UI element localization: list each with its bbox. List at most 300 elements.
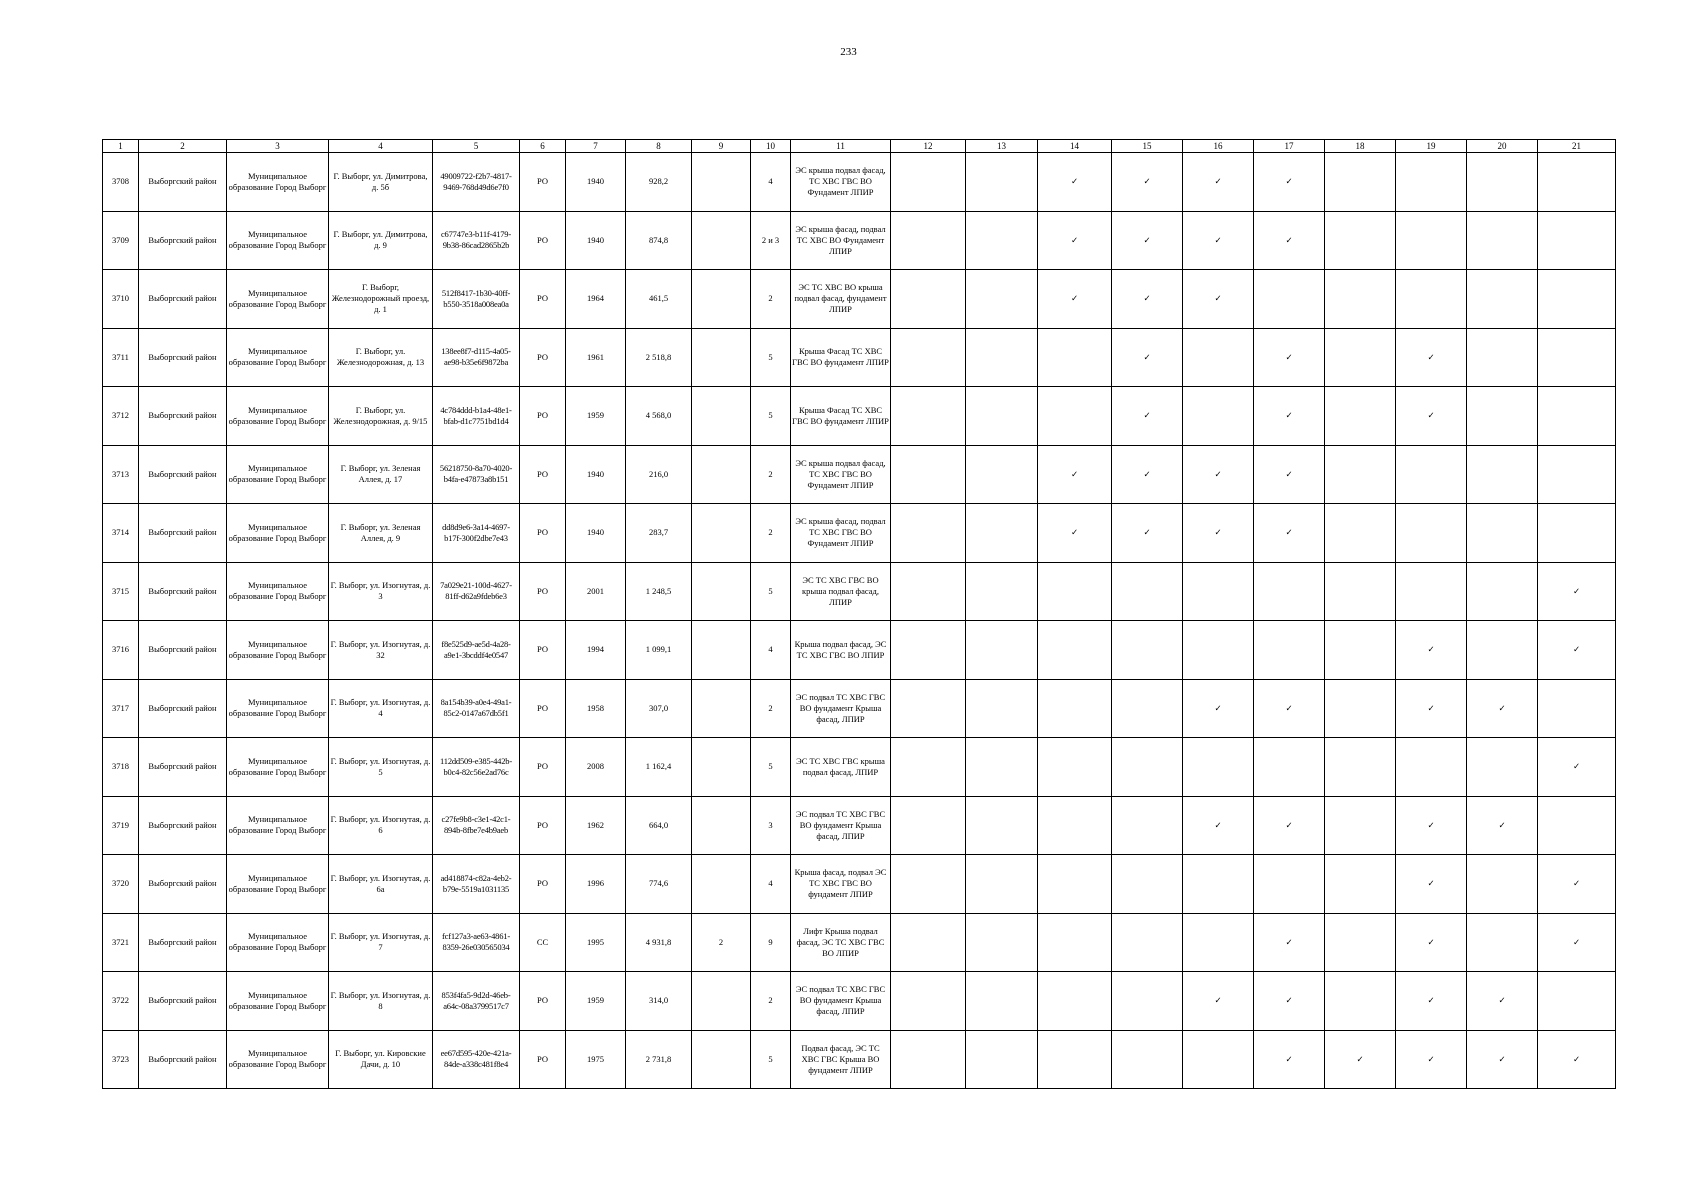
mark-cell-col-15 (1112, 504, 1183, 563)
mark-cell-col-21 (1538, 270, 1616, 329)
building-id-cell: 56218750-8a70-4020-b4fa-e47873a8b151 (433, 445, 520, 504)
mark-cell-col-19 (1396, 504, 1467, 563)
page-number: 233 (840, 46, 857, 58)
building-id-cell: 512f8417-1b30-40ff-b550-3518a008ea0a (433, 270, 520, 329)
mark-cell-col-12 (891, 328, 966, 387)
check-mark-icon: ✓ (1427, 351, 1435, 362)
works-list-cell: ЭС крыша подвал фасад, ТС ХВС ГВС ВО Фундамент ЛПИР (791, 153, 891, 212)
check-mark-icon: ✓ (1572, 585, 1581, 596)
year-cell: 1964 (566, 270, 626, 329)
column-number-header: 12 (891, 140, 966, 153)
mark-cell-col-21 (1538, 855, 1616, 914)
check-mark-icon: ✓ (1572, 936, 1581, 947)
mark-cell-col-13 (966, 913, 1038, 972)
works-list-cell: Крыша фасад, подвал ЭС ТС ХВС ГВС ВО фундамент ЛПИР (791, 855, 891, 914)
mark-cell-col-14 (1038, 270, 1112, 329)
building-id-cell: 853f4fa5-9d2d-46eb-a64c-08a3799517c7 (433, 972, 520, 1031)
building-id-cell: 7a029e21-100d-4627-81ff-d62a9fdeb6e3 (433, 562, 520, 621)
mark-cell-col-19 (1396, 211, 1467, 270)
floors-cell: 2 и 3 (751, 211, 791, 270)
mark-cell-col-21 (1538, 621, 1616, 680)
year-cell: 2008 (566, 738, 626, 797)
mark-cell-col-12 (891, 679, 966, 738)
area-cell: 283,7 (626, 504, 692, 563)
column-number-header: 7 (566, 140, 626, 153)
column-numbers-row (103, 140, 1616, 153)
column-9-cell (692, 1030, 751, 1089)
year-cell: 1940 (566, 504, 626, 563)
mark-cell-col-17 (1254, 796, 1325, 855)
fund-type-cell: РО (520, 153, 566, 212)
district-cell: Выборгский район (139, 562, 227, 621)
area-cell: 307,0 (626, 679, 692, 738)
table-row (103, 972, 1616, 1031)
mark-cell-col-13 (966, 328, 1038, 387)
fund-type-cell: РО (520, 504, 566, 563)
mark-cell-col-15 (1112, 328, 1183, 387)
mark-cell-col-14 (1038, 1030, 1112, 1089)
check-mark-icon: ✓ (1285, 468, 1293, 479)
column-number-header: 14 (1038, 140, 1112, 153)
mark-cell-col-15 (1112, 855, 1183, 914)
mark-cell-col-14 (1038, 445, 1112, 504)
mark-cell-col-16 (1183, 504, 1254, 563)
floors-cell: 5 (751, 1030, 791, 1089)
check-mark-icon: ✓ (1143, 410, 1151, 421)
building-id-cell: f8e525d9-ae5d-4a28-a9e1-3bcddf4e0547 (433, 621, 520, 680)
area-cell: 4 568,0 (626, 387, 692, 446)
mark-cell-col-19 (1396, 153, 1467, 212)
check-mark-icon: ✓ (1572, 1053, 1581, 1064)
row-number: 3719 (103, 796, 139, 855)
district-cell: Выборгский район (139, 855, 227, 914)
fund-type-cell: РО (520, 445, 566, 504)
year-cell: 1940 (566, 445, 626, 504)
area-cell: 2 731,8 (626, 1030, 692, 1089)
area-cell: 928,2 (626, 153, 692, 212)
check-mark-icon: ✓ (1143, 293, 1151, 304)
mark-cell-col-12 (891, 738, 966, 797)
floors-cell: 5 (751, 387, 791, 446)
floors-cell: 9 (751, 913, 791, 972)
check-mark-icon: ✓ (1498, 995, 1506, 1006)
area-cell: 1 248,5 (626, 562, 692, 621)
mark-cell-col-17 (1254, 1030, 1325, 1089)
mark-cell-col-16 (1183, 211, 1254, 270)
mark-cell-col-21 (1538, 738, 1616, 797)
district-cell: Выборгский район (139, 153, 227, 212)
column-9-cell (692, 738, 751, 797)
municipality-cell: Муниципальное образование Город Выборг (227, 504, 329, 563)
fund-type-cell: РО (520, 738, 566, 797)
check-mark-icon: ✓ (1143, 351, 1151, 362)
column-9-cell (692, 270, 751, 329)
mark-cell-col-19 (1396, 270, 1467, 329)
works-list-cell: ЭС крыша фасад, подвал ТС ХВС ГВС ВО Фундамент ЛПИР (791, 504, 891, 563)
column-9-cell (692, 328, 751, 387)
mark-cell-col-17 (1254, 913, 1325, 972)
year-cell: 1961 (566, 328, 626, 387)
row-number: 3708 (103, 153, 139, 212)
check-mark-icon: ✓ (1214, 527, 1222, 538)
mark-cell-col-15 (1112, 972, 1183, 1031)
area-cell: 314,0 (626, 972, 692, 1031)
check-mark-icon: ✓ (1285, 527, 1293, 538)
floors-cell: 2 (751, 679, 791, 738)
floors-cell: 4 (751, 153, 791, 212)
column-number-header: 1 (103, 140, 139, 153)
mark-cell-col-16 (1183, 270, 1254, 329)
table-row (103, 562, 1616, 621)
mark-cell-col-14 (1038, 738, 1112, 797)
table-row (103, 211, 1616, 270)
check-mark-icon: ✓ (1214, 819, 1222, 830)
table-row (103, 387, 1616, 446)
floors-cell: 2 (751, 972, 791, 1031)
mark-cell-col-17 (1254, 855, 1325, 914)
mark-cell-col-13 (966, 679, 1038, 738)
column-9-cell (692, 504, 751, 563)
address-cell: Г. Выборг, ул. Изогнутая, д. 7 (329, 913, 433, 972)
works-list-cell: ЭС подвал ТС ХВС ГВС ВО фундамент Крыша фасад, ЛПИР (791, 679, 891, 738)
check-mark-icon: ✓ (1498, 702, 1506, 713)
floors-cell: 4 (751, 621, 791, 680)
municipality-cell: Муниципальное образование Город Выборг (227, 211, 329, 270)
mark-cell-col-17 (1254, 621, 1325, 680)
mark-cell-col-12 (891, 211, 966, 270)
row-number: 3712 (103, 387, 139, 446)
column-9-cell (692, 387, 751, 446)
mark-cell-col-20 (1467, 1030, 1538, 1089)
mark-cell-col-21 (1538, 153, 1616, 212)
floors-cell: 2 (751, 270, 791, 329)
address-cell: Г. Выборг, ул. Железнодорожная, д. 9/15 (329, 387, 433, 446)
municipality-cell: Муниципальное образование Город Выборг (227, 562, 329, 621)
fund-type-cell: РО (520, 679, 566, 738)
check-mark-icon: ✓ (1285, 1053, 1293, 1064)
mark-cell-col-20 (1467, 796, 1538, 855)
building-id-cell: 49009722-f2b7-4817-9469-768d49d6e7f0 (433, 153, 520, 212)
mark-cell-col-16 (1183, 679, 1254, 738)
mark-cell-col-18 (1325, 270, 1396, 329)
municipality-cell: Муниципальное образование Город Выборг (227, 328, 329, 387)
mark-cell-col-20 (1467, 562, 1538, 621)
column-number-header: 21 (1538, 140, 1616, 153)
mark-cell-col-16 (1183, 738, 1254, 797)
mark-cell-col-17 (1254, 328, 1325, 387)
mark-cell-col-12 (891, 270, 966, 329)
fund-type-cell: СС (520, 913, 566, 972)
mark-cell-col-19 (1396, 621, 1467, 680)
row-number: 3710 (103, 270, 139, 329)
mark-cell-col-19 (1396, 562, 1467, 621)
area-cell: 874,8 (626, 211, 692, 270)
mark-cell-col-17 (1254, 270, 1325, 329)
district-cell: Выборгский район (139, 1030, 227, 1089)
mark-cell-col-12 (891, 621, 966, 680)
address-cell: Г. Выборг, ул. Железнодорожная, д. 13 (329, 328, 433, 387)
year-cell: 2001 (566, 562, 626, 621)
row-number: 3721 (103, 913, 139, 972)
table-row (103, 796, 1616, 855)
mark-cell-col-16 (1183, 387, 1254, 446)
column-9-cell (692, 153, 751, 212)
year-cell: 1995 (566, 913, 626, 972)
column-number-header: 3 (227, 140, 329, 153)
mark-cell-col-18 (1325, 796, 1396, 855)
mark-cell-col-20 (1467, 855, 1538, 914)
works-list-cell: ЭС подвал ТС ХВС ГВС ВО фундамент Крыша фасад, ЛПИР (791, 796, 891, 855)
check-mark-icon: ✓ (1427, 819, 1435, 830)
mark-cell-col-12 (891, 913, 966, 972)
column-9-cell (692, 562, 751, 621)
column-number-header: 2 (139, 140, 227, 153)
building-id-cell: c27fe9b8-c3e1-42c1-894b-8fbe7e4b9aeb (433, 796, 520, 855)
address-cell: Г. Выборг, ул. Зеленая Аллея, д. 9 (329, 504, 433, 563)
table-row (103, 270, 1616, 329)
mark-cell-col-16 (1183, 328, 1254, 387)
building-id-cell: 8a154b39-a0e4-49a1-85c2-0147a67db5f1 (433, 679, 520, 738)
area-cell: 461,5 (626, 270, 692, 329)
area-cell: 4 931,8 (626, 913, 692, 972)
check-mark-icon: ✓ (1214, 234, 1222, 245)
mark-cell-col-14 (1038, 621, 1112, 680)
mark-cell-col-13 (966, 270, 1038, 329)
building-id-cell: dd8d9e6-3a14-4697-b17f-300f2dbe7e43 (433, 504, 520, 563)
district-cell: Выборгский район (139, 270, 227, 329)
mark-cell-col-16 (1183, 913, 1254, 972)
mark-cell-col-13 (966, 153, 1038, 212)
mark-cell-col-12 (891, 387, 966, 446)
check-mark-icon: ✓ (1214, 702, 1222, 713)
district-cell: Выборгский район (139, 679, 227, 738)
mark-cell-col-12 (891, 1030, 966, 1089)
area-cell: 1 099,1 (626, 621, 692, 680)
column-9-cell (692, 445, 751, 504)
column-9-cell (692, 679, 751, 738)
mark-cell-col-20 (1467, 972, 1538, 1031)
mark-cell-col-17 (1254, 387, 1325, 446)
mark-cell-col-18 (1325, 445, 1396, 504)
works-list-cell: ЭС подвал ТС ХВС ГВС ВО фундамент Крыша фасад, ЛПИР (791, 972, 891, 1031)
year-cell: 1959 (566, 972, 626, 1031)
row-number: 3713 (103, 445, 139, 504)
mark-cell-col-21 (1538, 913, 1616, 972)
mark-cell-col-17 (1254, 211, 1325, 270)
mark-cell-col-17 (1254, 738, 1325, 797)
mark-cell-col-21 (1538, 972, 1616, 1031)
address-cell: Г. Выборг, ул. Изогнутая, д. 5 (329, 738, 433, 797)
mark-cell-col-15 (1112, 796, 1183, 855)
check-mark-icon: ✓ (1285, 176, 1293, 187)
mark-cell-col-13 (966, 972, 1038, 1031)
mark-cell-col-14 (1038, 504, 1112, 563)
works-list-cell: Лифт Крыша подвал фасад, ЭС ТС ХВС ГВС ВО ЛПИР (791, 913, 891, 972)
mark-cell-col-12 (891, 562, 966, 621)
column-number-header: 13 (966, 140, 1038, 153)
column-number-header: 18 (1325, 140, 1396, 153)
check-mark-icon: ✓ (1498, 819, 1506, 830)
row-number: 3717 (103, 679, 139, 738)
mark-cell-col-13 (966, 445, 1038, 504)
floors-cell: 5 (751, 738, 791, 797)
mark-cell-col-15 (1112, 1030, 1183, 1089)
mark-cell-col-16 (1183, 153, 1254, 212)
mark-cell-col-19 (1396, 328, 1467, 387)
check-mark-icon: ✓ (1285, 995, 1293, 1006)
check-mark-icon: ✓ (1214, 995, 1222, 1006)
mark-cell-col-15 (1112, 562, 1183, 621)
floors-cell: 4 (751, 855, 791, 914)
check-mark-icon: ✓ (1356, 1053, 1364, 1064)
row-number: 3714 (103, 504, 139, 563)
mark-cell-col-21 (1538, 562, 1616, 621)
address-cell: Г. Выборг, ул. Димитрова, д. 5б (329, 153, 433, 212)
area-cell: 774,6 (626, 855, 692, 914)
mark-cell-col-21 (1538, 328, 1616, 387)
district-cell: Выборгский район (139, 972, 227, 1031)
fund-type-cell: РО (520, 796, 566, 855)
column-number-header: 4 (329, 140, 433, 153)
mark-cell-col-17 (1254, 153, 1325, 212)
column-number-header: 6 (520, 140, 566, 153)
district-cell: Выборгский район (139, 796, 227, 855)
mark-cell-col-17 (1254, 679, 1325, 738)
mark-cell-col-13 (966, 796, 1038, 855)
municipality-cell: Муниципальное образование Город Выборг (227, 1030, 329, 1089)
mark-cell-col-20 (1467, 504, 1538, 563)
mark-cell-col-12 (891, 796, 966, 855)
mark-cell-col-16 (1183, 796, 1254, 855)
mark-cell-col-19 (1396, 1030, 1467, 1089)
district-cell: Выборгский район (139, 387, 227, 446)
column-number-header: 8 (626, 140, 692, 153)
column-9-cell (692, 972, 751, 1031)
mark-cell-col-20 (1467, 621, 1538, 680)
check-mark-icon: ✓ (1427, 644, 1435, 655)
works-list-cell: ЭС крыша подвал фасад, ТС ХВС ГВС ВО Фундамент ЛПИР (791, 445, 891, 504)
column-9-cell (692, 621, 751, 680)
mark-cell-col-20 (1467, 738, 1538, 797)
mark-cell-col-18 (1325, 328, 1396, 387)
mark-cell-col-14 (1038, 328, 1112, 387)
mark-cell-col-16 (1183, 1030, 1254, 1089)
address-cell: Г. Выборг, Железнодорожный проезд, д. 1 (329, 270, 433, 329)
municipality-cell: Муниципальное образование Город Выборг (227, 270, 329, 329)
mark-cell-col-12 (891, 972, 966, 1031)
address-cell: Г. Выборг, ул. Зеленая Аллея, д. 17 (329, 445, 433, 504)
mark-cell-col-14 (1038, 562, 1112, 621)
year-cell: 1994 (566, 621, 626, 680)
column-9-cell: 2 (692, 913, 751, 972)
mark-cell-col-19 (1396, 679, 1467, 738)
mark-cell-col-18 (1325, 679, 1396, 738)
area-cell: 2 518,8 (626, 328, 692, 387)
row-number: 3718 (103, 738, 139, 797)
mark-cell-col-14 (1038, 387, 1112, 446)
mark-cell-col-18 (1325, 562, 1396, 621)
row-number: 3709 (103, 211, 139, 270)
municipality-cell: Муниципальное образование Город Выборг (227, 738, 329, 797)
check-mark-icon: ✓ (1214, 468, 1222, 479)
works-list-cell: Подвал фасад, ЭС ТС ХВС ГВС Крыша ВО фундамент ЛПИР (791, 1030, 891, 1089)
mark-cell-col-15 (1112, 153, 1183, 212)
row-number: 3720 (103, 855, 139, 914)
mark-cell-col-15 (1112, 445, 1183, 504)
table-row (103, 1030, 1616, 1089)
fund-type-cell: РО (520, 562, 566, 621)
mark-cell-col-18 (1325, 1030, 1396, 1089)
year-cell: 1996 (566, 855, 626, 914)
check-mark-icon: ✓ (1070, 468, 1079, 479)
building-id-cell: 112dd509-e385-442b-b0c4-82c56e2ad76c (433, 738, 520, 797)
municipality-cell: Муниципальное образование Город Выборг (227, 153, 329, 212)
column-9-cell (692, 855, 751, 914)
fund-type-cell: РО (520, 855, 566, 914)
mark-cell-col-15 (1112, 270, 1183, 329)
table-row (103, 738, 1616, 797)
municipality-cell: Муниципальное образование Город Выборг (227, 913, 329, 972)
mark-cell-col-13 (966, 738, 1038, 797)
mark-cell-col-20 (1467, 153, 1538, 212)
year-cell: 1962 (566, 796, 626, 855)
check-mark-icon: ✓ (1143, 468, 1151, 479)
check-mark-icon: ✓ (1285, 351, 1293, 362)
mark-cell-col-18 (1325, 153, 1396, 212)
mark-cell-col-18 (1325, 972, 1396, 1031)
table-row (103, 913, 1616, 972)
check-mark-icon: ✓ (1070, 234, 1079, 245)
mark-cell-col-16 (1183, 621, 1254, 680)
column-number-header: 16 (1183, 140, 1254, 153)
check-mark-icon: ✓ (1427, 410, 1435, 421)
mark-cell-col-14 (1038, 153, 1112, 212)
fund-type-cell: РО (520, 621, 566, 680)
fund-type-cell: РО (520, 1030, 566, 1089)
building-id-cell: c67747e3-b11f-4179-9b38-86cad2865b2b (433, 211, 520, 270)
table-row (103, 153, 1616, 212)
works-list-cell: Крыша Фасад ТС ХВС ГВС ВО фундамент ЛПИР (791, 328, 891, 387)
mark-cell-col-13 (966, 855, 1038, 914)
mark-cell-col-15 (1112, 738, 1183, 797)
district-cell: Выборгский район (139, 445, 227, 504)
column-number-header: 19 (1396, 140, 1467, 153)
mark-cell-col-12 (891, 153, 966, 212)
mark-cell-col-14 (1038, 972, 1112, 1031)
mark-cell-col-20 (1467, 270, 1538, 329)
check-mark-icon: ✓ (1143, 527, 1151, 538)
mark-cell-col-18 (1325, 621, 1396, 680)
address-cell: Г. Выборг, ул. Изогнутая, д. 32 (329, 621, 433, 680)
district-cell: Выборгский район (139, 211, 227, 270)
check-mark-icon: ✓ (1285, 410, 1293, 421)
table-row (103, 621, 1616, 680)
mark-cell-col-19 (1396, 445, 1467, 504)
works-list-cell: ЭС ТС ХВС ВО крыша подвал фасад, фундамент ЛПИР (791, 270, 891, 329)
table-row (103, 679, 1616, 738)
municipality-cell: Муниципальное образование Город Выборг (227, 855, 329, 914)
mark-cell-col-19 (1396, 913, 1467, 972)
check-mark-icon: ✓ (1285, 234, 1293, 245)
mark-cell-col-20 (1467, 445, 1538, 504)
row-number: 3716 (103, 621, 139, 680)
fund-type-cell: РО (520, 387, 566, 446)
mark-cell-col-12 (891, 445, 966, 504)
address-cell: Г. Выборг, ул. Кировские Дачи, д. 10 (329, 1030, 433, 1089)
column-number-header: 10 (751, 140, 791, 153)
check-mark-icon: ✓ (1498, 1053, 1506, 1064)
check-mark-icon: ✓ (1143, 176, 1151, 187)
